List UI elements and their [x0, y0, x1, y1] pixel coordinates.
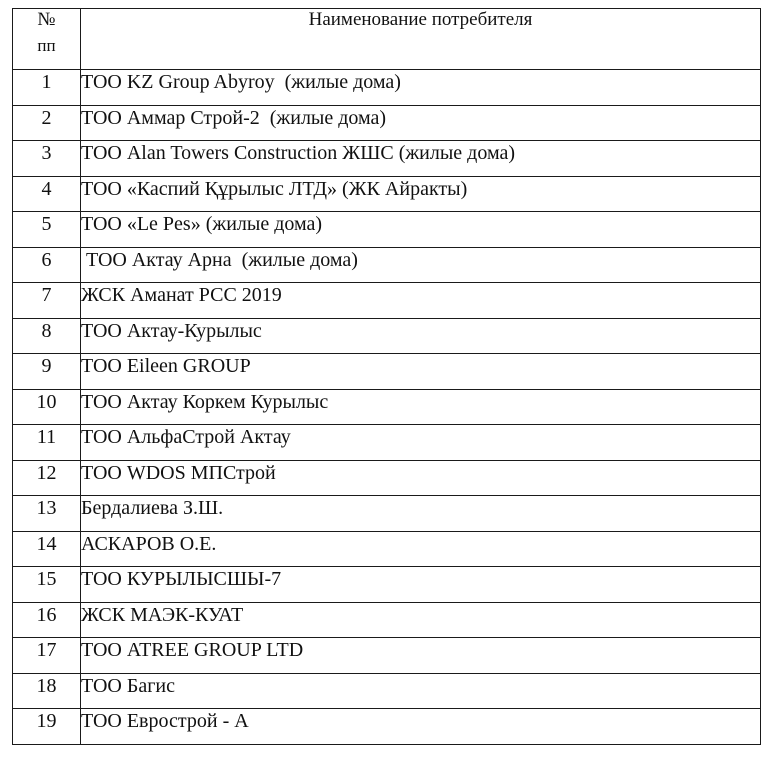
header-number-sub: пп — [37, 36, 56, 55]
row-number-cell: 5 — [13, 212, 81, 248]
table-row — [13, 318, 761, 354]
row-number-cell: 9 — [13, 354, 81, 390]
table-row — [13, 389, 761, 425]
table-row — [13, 531, 761, 567]
row-number-cell: 15 — [13, 567, 81, 603]
consumer-name-cell: ТОО Актау-Курылыс — [81, 318, 761, 354]
row-number-cell: 3 — [13, 141, 81, 177]
table-row — [13, 105, 761, 141]
table-row — [13, 567, 761, 603]
table-row — [13, 247, 761, 283]
header-number-symbol: № — [37, 9, 56, 30]
row-number-cell: 11 — [13, 425, 81, 461]
table-row — [13, 496, 761, 532]
consumer-name-cell: ТОО Багис — [81, 673, 761, 709]
header-name-cell: Наименование потребителя — [81, 9, 761, 70]
consumer-name-cell: ТОО Eileen GROUP — [81, 354, 761, 390]
consumer-name-cell: ТОО Актау Арна (жилые дома) — [81, 247, 761, 283]
consumer-name-cell: Бердалиева З.Ш. — [81, 496, 761, 532]
table-row — [13, 638, 761, 674]
table-row — [13, 602, 761, 638]
table-row — [13, 354, 761, 390]
row-number-cell: 2 — [13, 105, 81, 141]
row-number-cell: 6 — [13, 247, 81, 283]
row-number-cell: 19 — [13, 709, 81, 745]
table-row — [13, 673, 761, 709]
row-number-cell: 7 — [13, 283, 81, 319]
consumers-table — [12, 8, 761, 745]
header-number-cell — [13, 9, 81, 70]
header-row — [13, 9, 761, 70]
table-row — [13, 176, 761, 212]
consumer-name-cell: ЖСК МАЭК-КУАТ — [81, 602, 761, 638]
row-number-cell: 8 — [13, 318, 81, 354]
consumer-name-cell: ТОО Аммар Строй-2 (жилые дома) — [81, 105, 761, 141]
row-number-cell: 13 — [13, 496, 81, 532]
table-row — [13, 283, 761, 319]
row-number-cell: 17 — [13, 638, 81, 674]
consumer-name-cell: ТОО KZ Group Abyroy (жилые дома) — [81, 70, 761, 106]
table-row — [13, 70, 761, 106]
consumer-name-cell: ТОО Alan Towers Construction ЖШС (жилые дома) — [81, 141, 761, 177]
row-number-cell: 16 — [13, 602, 81, 638]
consumer-name-cell: ТОО Еврострой - А — [81, 709, 761, 745]
consumer-name-cell: ТОО Актау Коркем Курылыс — [81, 389, 761, 425]
consumer-name-cell: ТОО АльфаСтрой Актау — [81, 425, 761, 461]
consumer-name-cell: ЖСК Аманат РСС 2019 — [81, 283, 761, 319]
consumer-name-cell: ТОО КУРЫЛЫСШЫ-7 — [81, 567, 761, 603]
row-number-cell: 14 — [13, 531, 81, 567]
row-number-cell: 4 — [13, 176, 81, 212]
table-row — [13, 460, 761, 496]
consumer-name-cell: ТОО «Le Pes» (жилые дома) — [81, 212, 761, 248]
table-row — [13, 709, 761, 745]
table-body — [13, 70, 761, 745]
row-number-cell: 12 — [13, 460, 81, 496]
consumer-name-cell: АСКАРОВ О.Е. — [81, 531, 761, 567]
row-number-cell: 18 — [13, 673, 81, 709]
consumer-name-cell: ТОО «Каспий Құрылыс ЛТД» (ЖК Айракты) — [81, 176, 761, 212]
row-number-cell: 10 — [13, 389, 81, 425]
table-row — [13, 141, 761, 177]
table-header — [13, 9, 761, 70]
table-row — [13, 212, 761, 248]
row-number-cell: 1 — [13, 70, 81, 106]
consumer-name-cell: ТОО ATREE GROUP LTD — [81, 638, 761, 674]
consumer-name-cell: ТОО WDOS МПСтрой — [81, 460, 761, 496]
table-row — [13, 425, 761, 461]
